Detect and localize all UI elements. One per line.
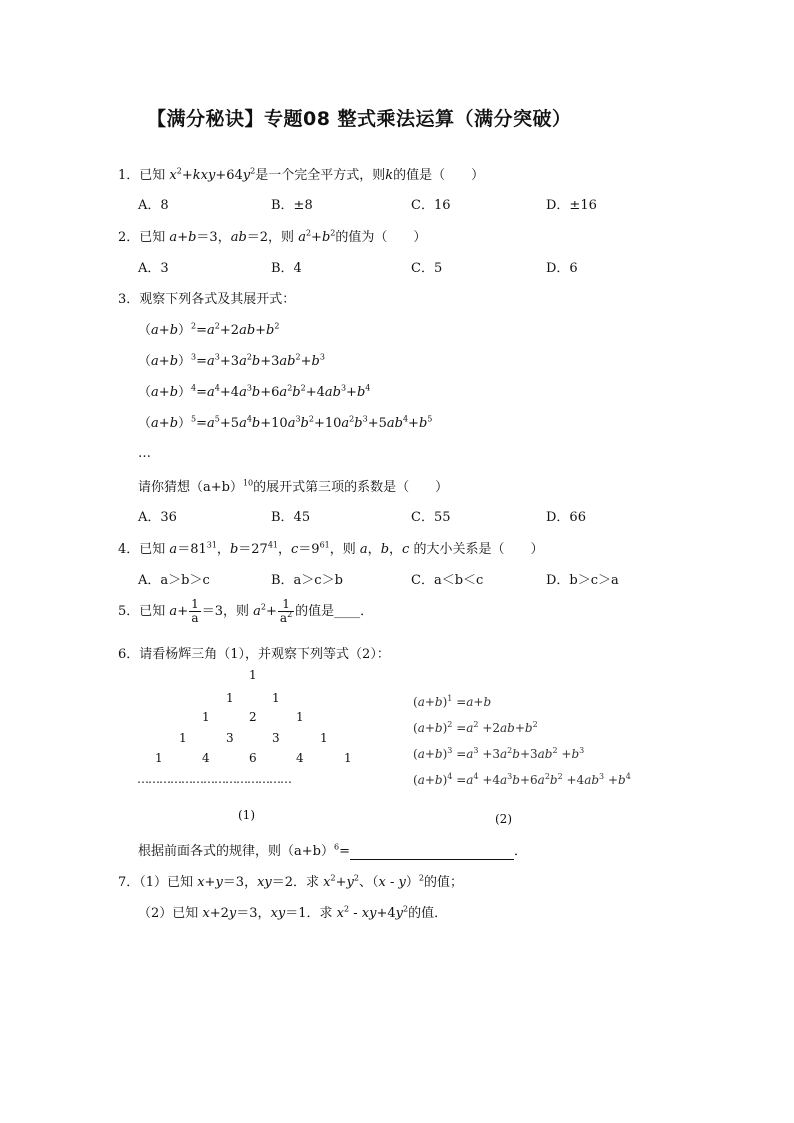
option-a[interactable]: A．8 [138,198,169,213]
math-expression: 已知 a+b＝3，ab＝2，则 $a^2+b^2$ [139,228,336,245]
expansion-2: $(a+b)^2=a^2+2ab+b^2$ [138,321,280,338]
option-d[interactable]: D．66 [546,510,586,525]
figure-label-2: (2) [495,812,512,826]
triangle-number: 4 [202,751,210,765]
triangle-number: 1 [179,731,187,745]
triangle-number: 1 [344,751,352,765]
option-b[interactable]: B．4 [271,261,302,276]
option-c[interactable]: C．55 [411,510,451,525]
equality-4: $(a+b)^4 =a^4 +4a^3b+6a^2b^2 +4ab^3 +b^4$ [413,772,631,787]
math-expression: $x^2+kxy+64y^2$ [169,166,256,183]
question-3: 3．观察下列各式及其展开式： [118,292,296,307]
question-number: 1． [118,168,140,183]
question-7-part-1: 7．（1）已知 x+y＝3，xy＝2．求 $x^2+y^2$、（x - y）$^2$的值； [118,873,463,890]
option-a[interactable]: A．a＞b＞c [138,573,210,588]
option-b[interactable]: B．a＞c＞b [271,573,343,588]
question-number: 7． [118,875,140,890]
option-d[interactable]: D．±16 [546,198,597,213]
math-expression: （1）已知 x+y＝3，xy＝2．求 $x^2+y^2$、（x - y）$^2$ [139,873,424,890]
triangle-number: 6 [249,751,257,765]
question-number: 2． [118,230,140,245]
option-d[interactable]: D．6 [546,261,578,276]
triangle-number: 4 [296,751,304,765]
option-c[interactable]: C．16 [411,198,451,213]
expansion-5: $(a+b)^5=a^5+5a^4b+10a^3b^2+10a^2b^3+5ab^4+b^5$ [138,414,433,431]
question-5: 5．已知 a+ $\frac{1}{a}$ ＝3，则 $a^2+$ $\frac{1}{a^2}$ 的值是____． [118,597,374,625]
question-number: 3． [118,292,140,307]
triangle-number: 1 [272,691,280,705]
question-number: 6． [118,647,140,662]
math-expression: 已知 a+ $\frac{1}{a}$ ＝3，则 $a^2+$ $\frac{1}{a^2}$ [139,597,293,625]
triangle-number: 1 [320,731,328,745]
question-7-part-2: （2）已知 x+2y＝3，xy＝1．求 $x^2 - xy+4y^2$的值． [138,904,448,921]
expansion-3: $(a+b)^3=a^3+3a^2b+3ab^2+b^3$ [138,352,325,369]
triangle-number: 1 [296,710,304,724]
question-number: 5． [118,604,140,619]
triangle-number: 1 [226,691,234,705]
option-c[interactable]: C．5 [411,261,443,276]
question-1: 1．已知 $x^2+kxy+64y^2$是一个完全平方式，则k的值是（ ） [118,166,485,183]
question-3-prompt: 请你猜想$(a+b)^{10}$的展开式第三项的系数是（ ） [138,478,449,495]
option-a[interactable]: A．36 [138,510,177,525]
expansion-4: $(a+b)^4=a^4+4a^3b+6a^2b^2+4ab^3+b^4$ [138,383,371,400]
question-4: 4．已知 $a=81^{31}$，$b=27^{41}$，$c=9^{61}$，则 a，b，c 的大小关系是（ ） [118,540,544,557]
option-b[interactable]: B．45 [271,510,311,525]
equality-2: $(a+b)^2 =a^2 +2ab+b^2$ [413,720,538,735]
option-b[interactable]: B．±8 [271,198,313,213]
question-6-prompt: 根据前面各式的规律，则$(a+b)^6=$ ． [138,842,527,859]
option-d[interactable]: D．b＞c＞a [546,573,619,588]
page-title: 【满分秘诀】专题08 整式乘法运算（满分突破） [147,108,572,130]
figure-label-1: (1) [238,808,255,822]
triangle-number: 3 [226,731,234,745]
equality-1: $(a+b)^1 =a+b$ [413,694,492,709]
triangle-number: 3 [272,731,280,745]
math-expression: （2）已知 x+2y＝3，xy＝1．求 $x^2 - xy+4y^2$ [138,904,409,921]
triangle-number: 1 [202,710,210,724]
answer-blank[interactable] [350,859,514,860]
triangle-number: 1 [249,668,257,682]
ellipsis: … [138,446,151,461]
math-expression: 已知 $a=81^{31}$，$b=27^{41}$，$c=9^{61}$，则 a，b，c [139,540,410,557]
equality-3: $(a+b)^3 =a^3 +3a^2b+3ab^2 +b^3$ [413,746,585,761]
triangle-number: 1 [155,751,163,765]
question-2: 2．已知 a+b＝3，ab＝2，则 $a^2+b^2$的值为（ ） [118,228,427,245]
option-c[interactable]: C．a＜b＜c [411,573,484,588]
question-6: 6．请看杨辉三角（1），并观察下列等式（2）： [118,647,390,662]
question-number: 4． [118,542,140,557]
option-a[interactable]: A．3 [138,261,169,276]
triangle-dots: …………………………………… [137,772,291,786]
triangle-number: 2 [249,710,257,724]
